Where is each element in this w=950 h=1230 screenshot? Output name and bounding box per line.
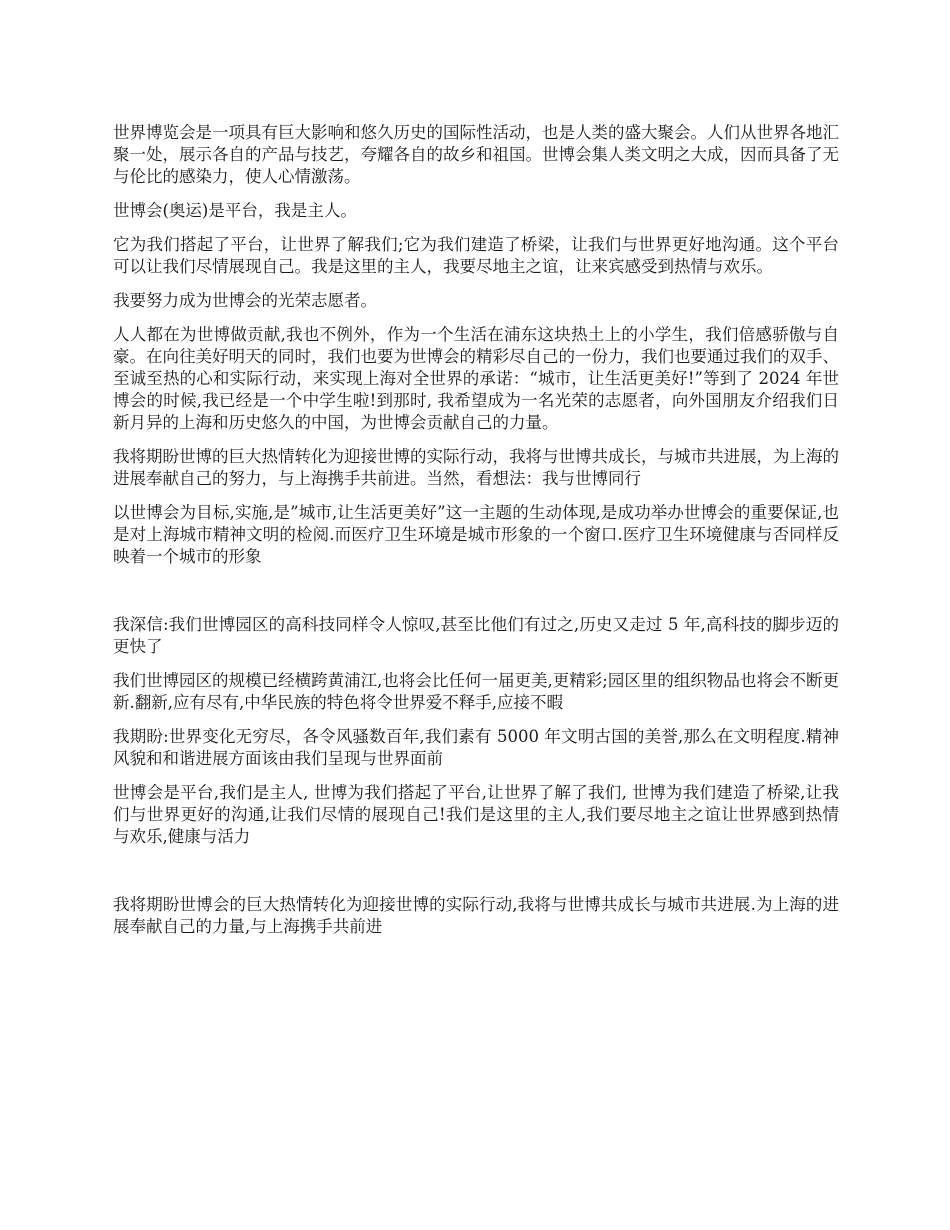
paragraph-volunteer-goal: 我要努力成为世博会的光荣志愿者。 — [113, 291, 377, 310]
paragraph-conclusion: 我将期盼世博会的巨大热情转化为迎接世博的实际行动,我将与世博共成长与城市共进展.为上海的进展奉献自己的力量,与上海携手共前进 — [113, 895, 839, 936]
paragraph-contribution: 人人都在为世博做贡献,我也不例外，作为一个生活在浦东这块热土上的小学生，我们倍感骄傲与自豪。在向往美好明天的同时，我们也要为世博会的精彩尽自己的一份力，我们也要通过我们的双手、至诚至热的心和实际行动，来实现上海对全世界的承诺：“城市，让生活更美好!”等到了 2024 年世博会的时候,我已经是一个中学生啦!到那时, 我希望成为一名光荣的志愿者，向外国朋友介绍我们日新月异的上海和历史悠久的中国，为世博会贡献自己的力量。 — [113, 325, 839, 432]
paragraph-enthusiasm: 我将期盼世博的巨大热情转化为迎接世博的实际行动，我将与世博共成长，与城市共进展，为上海的进展奉献自己的努力，与上海携手共前进。当然，看想法：我与世博同行 — [113, 447, 839, 488]
paragraph-city-image: 以世博会为目标,实施,是”城市,让生活更美好”这一主题的生动体现,是成功举办世博会的重要保证,也是对上海城市精神文明的检阅.而医疗卫生环境是城市形象的一个窗口.医疗卫生环境健康与否同样反映着一个城市的形象 — [113, 503, 839, 566]
paragraph-expectation: 我期盼:世界变化无穷尽，各令风骚数百年,我们素有 5000 年文明古国的美誉,那么在文明程度.精神风貌和和谐进展方面该由我们呈现与世界面前 — [113, 727, 839, 768]
paragraph-intro: 世界博览会是一项具有巨大影响和悠久历史的国际性活动，也是人类的盛大聚会。人们从世界各地汇聚一处，展示各自的产品与技艺，夸耀各自的故乡和祖国。世博会集人类文明之大成，因而具备了无与伦比的感染力，使人心情激荡。 — [113, 123, 839, 186]
paragraph-high-tech: 我深信:我们世博园区的高科技同样令人惊叹,甚至比他们有过之,历史又走过 5 年,高科技的脚步迈的更快了 — [113, 615, 839, 656]
section-gap — [113, 580, 839, 614]
paragraph-bridge: 它为我们搭起了平台，让世界了解我们;它为我们建造了桥梁，让我们与世界更好地沟通。这个平台可以让我们尽情展现自己。我是这里的主人，我要尽地主之谊，让来宾感受到热情与欢乐。 — [113, 235, 839, 276]
paragraph-we-are-hosts: 世博会是平台,我们是主人, 世博为我们搭起了平台,让世界了解了我们, 世博为我们建造了桥梁,让我们与世界更好的沟通,让我们尽情的展现自己!我们是这里的主人,我们要尽地主之谊让世界感到热情与欢乐,健康与活力 — [113, 783, 839, 846]
paragraph-park-scale: 我们世博园区的规模已经横跨黄浦江,也将会比任何一届更美,更精彩;园区里的组织物品也将会不断更新.翻新,应有尽有,中华民族的特色将令世界爱不释手,应接不暇 — [113, 671, 839, 712]
document-page — [113, 122, 839, 950]
paragraph-platform-host: 世博会(奥运)是平台，我是主人。 — [113, 201, 357, 220]
section-gap — [113, 860, 839, 894]
